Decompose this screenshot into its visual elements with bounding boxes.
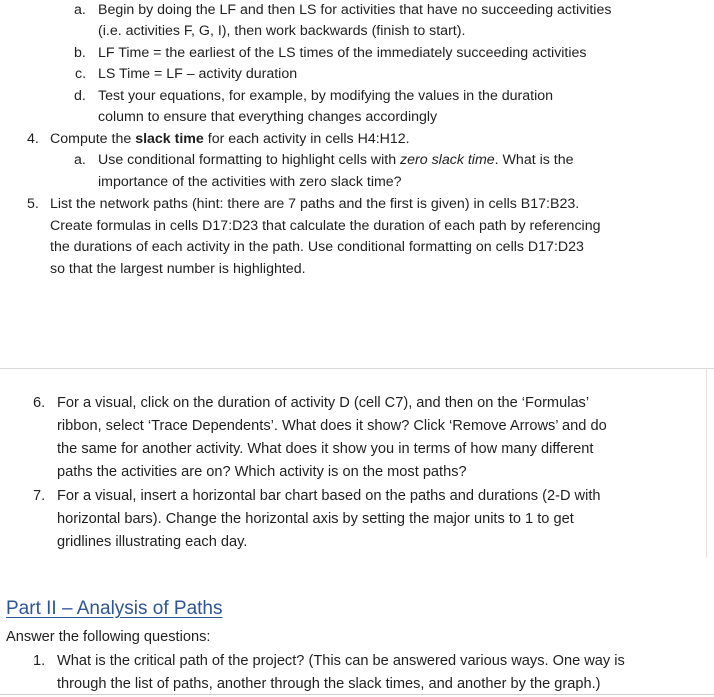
page-edge	[706, 368, 707, 558]
list-marker: 1.	[33, 653, 46, 669]
list-item-line: Begin by doing the LF and then LS for activities that have no succeeding activities	[98, 2, 612, 18]
list-item-line: the durations of each activity in the path. Use conditional formatting on cells D17:D23	[50, 239, 584, 255]
list-marker: a.	[74, 2, 86, 18]
list-marker: 7.	[33, 488, 46, 504]
list-item-line: importance of the activities with zero slack time?	[98, 174, 402, 190]
list-item-line: LS Time = LF – activity duration	[98, 66, 298, 82]
list-marker: b.	[74, 45, 86, 61]
list-item-line: For a visual, insert a horizontal bar chart based on the paths and durations (2-D with	[57, 488, 601, 504]
bold-term: slack time	[135, 131, 204, 147]
section-heading: Part II – Analysis of Paths	[6, 598, 223, 619]
list-item-line: Use conditional formatting to highlight cells with zero slack time. What is the	[98, 152, 574, 168]
list-item-line: horizontal bars). Change the horizontal axis by setting the major units to 1 to get	[57, 511, 574, 527]
list-item-line: LF Time = the earliest of the LS times of the immediately succeeding activities	[98, 45, 587, 61]
list-item-line: through the list of paths, another through the slack times, and another by the graph.)	[57, 676, 601, 692]
list-marker: a.	[74, 152, 86, 168]
list-item-line: paths the activities are on? Which activity is on the most paths?	[57, 464, 467, 480]
list-item-line: column to ensure that everything changes accordingly	[98, 109, 438, 125]
page-bottom-edge	[0, 694, 714, 695]
list-marker: d.	[74, 88, 86, 104]
list-item-line: List the network paths (hint: there are 7 paths and the first is given) in cells B17:B23.	[50, 196, 580, 212]
list-marker: 5.	[27, 196, 39, 212]
list-item-line: What is the critical path of the project? (This can be answered various ways. One way is	[57, 653, 625, 669]
list-item-line: Create formulas in cells D17:D23 that calculate the duration of each path by referencing	[50, 218, 601, 234]
list-item-line: Compute the slack time for each activity in cells H4:H12.	[50, 131, 410, 147]
list-marker: 6.	[33, 395, 46, 411]
list-item-line: the same for another activity. What does it show you in terms of how many different	[57, 441, 594, 457]
list-marker: c.	[75, 66, 87, 82]
list-item-line: (i.e. activities F, G, I), then work backwards (finish to start).	[98, 23, 466, 39]
page-separator	[0, 368, 714, 369]
list-item-line: For a visual, click on the duration of activity D (cell C7), and then on the ‘Formulas’	[57, 395, 590, 411]
list-item-line: ribbon, select ‘Trace Dependents’. What does it show? Click ‘Remove Arrows’ and do	[57, 418, 607, 434]
italic-term: zero slack time	[400, 152, 495, 168]
list-item-line: gridlines illustrating each day.	[57, 534, 248, 550]
list-item-line: so that the largest number is highlighted.	[50, 261, 306, 277]
list-marker: 4.	[27, 131, 39, 147]
intro-text: Answer the following questions:	[6, 629, 211, 645]
list-item-line: Test your equations, for example, by modifying the values in the duration	[98, 88, 554, 104]
